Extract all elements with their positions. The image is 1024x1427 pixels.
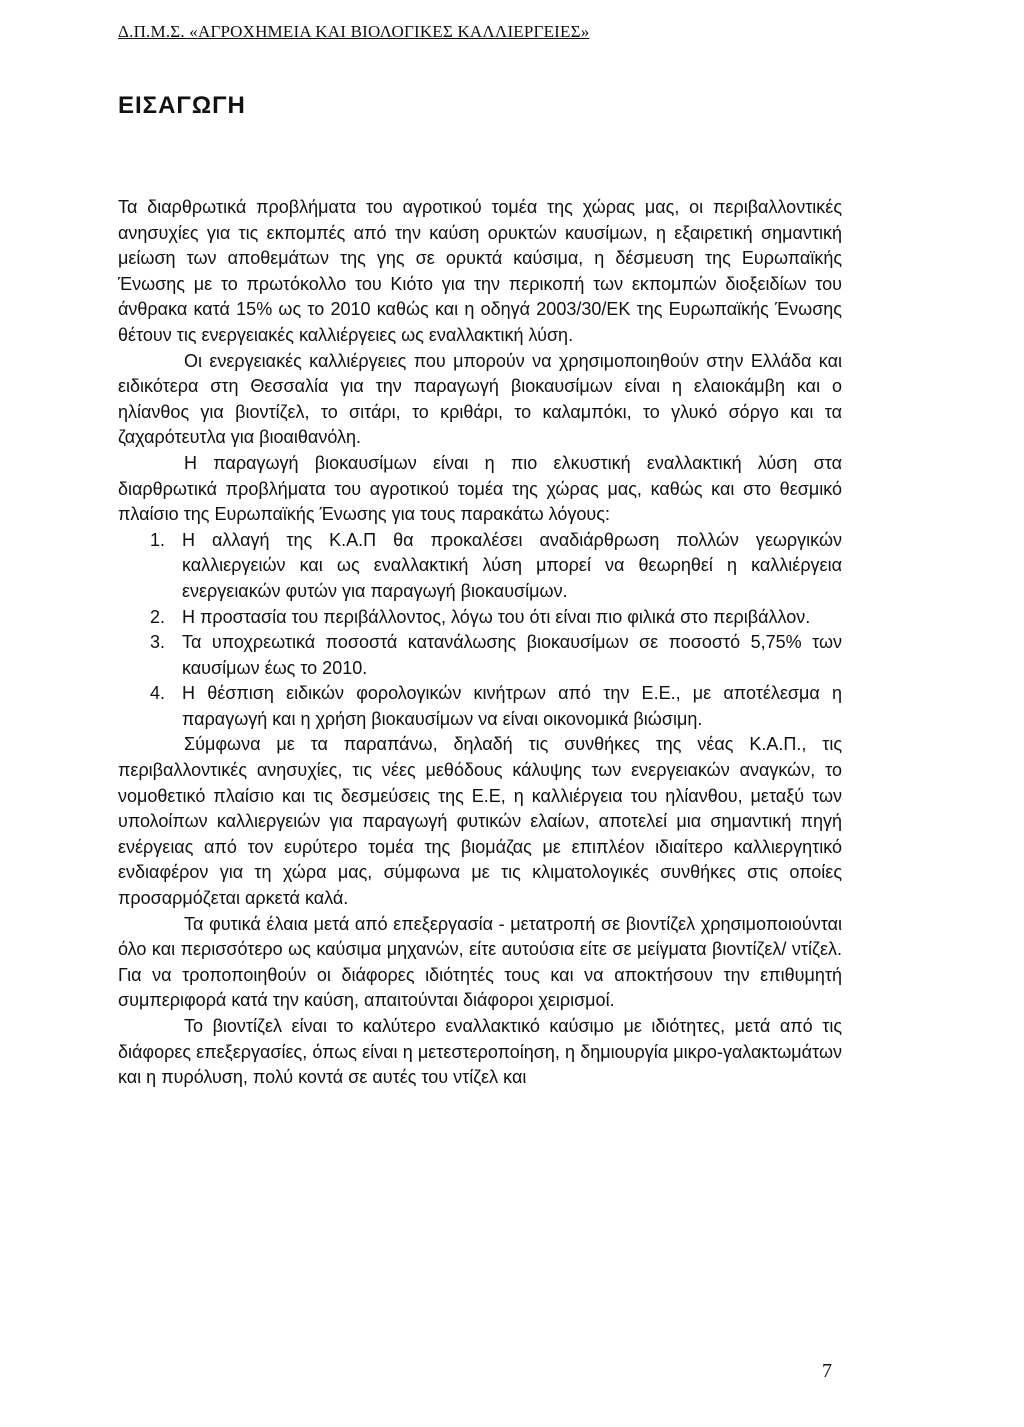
list-item-number: 3. <box>150 632 166 653</box>
list-item-number: 4. <box>150 683 166 704</box>
document-header: Δ.Π.Μ.Σ. «ΑΓΡΟΧΗΜΕΙΑ ΚΑΙ ΒΙΟΛΟΓΙΚΕΣ ΚΑΛΛΙΕΡΓΕΙΕΣ» <box>118 22 590 41</box>
list-item-number: 1. <box>150 529 166 550</box>
paragraph-5: Τα φυτικά έλαια μετά από επεξεργασία - μετατροπή σε βιοντίζελ χρησιμοποιούνται όλο και περισσότερο ως καύσιμα μηχανών, είτε αυτούσια είτε σε μείγματα βιοντίζελ/ ντίζελ. Για να τροποποιηθούν οι διάφορες ιδιότητές τους και να αποκτήσουν την επιθυμητή συμπεριφορά κατά την καύση, απαιτούνται διάφοροι χειρισμοί. <box>118 913 842 1011</box>
list-item-text: Η προστασία του περιβάλλοντος, λόγω του ότι είναι πιο φιλικά στο περιβάλλον. <box>182 606 811 627</box>
list-item-text: Τα υποχρεωτικά ποσοστά κατανάλωσης βιοκαυσίμων σε ποσοστό 5,75% των καυσίμων έως το 2010. <box>182 632 842 678</box>
paragraph-3: Η παραγωγή βιοκαυσίμων είναι η πιο ελκυστική εναλλακτική λύση στα διαρθρωτικά προβλήματα του αγροτικού τομέα της χώρας μας, καθώς και στο θεσμικό πλαίσιο της Ευρωπαϊκής Ένωσης για τους παρακάτω λόγους: <box>118 452 842 525</box>
list-item <box>118 630 842 681</box>
list-item-text: Η θέσπιση ειδικών φορολογικών κινήτρων από την Ε.Ε., με αποτέλεσμα η παραγωγή και η χρήση βιοκαυσίμων να είναι οικονομικά βιώσιμη. <box>182 683 842 729</box>
paragraph-2: Οι ενεργειακές καλλιέργειες που μπορούν να χρησιμοποιηθούν στην Ελλάδα και ειδικότερα στη Θεσσαλία για την παραγωγή βιοκαυσίμων είναι η ελαιοκάμβη και ο ηλίανθος για βιοντίζελ, το σιτάρι, το κριθάρι, το καλαμπόκι, το γλυκό σόργο και τα ζαχαρότευτλα για βιοαιθανόλη. <box>118 350 842 448</box>
list-item <box>118 605 842 631</box>
page-number: 7 <box>822 1360 832 1382</box>
list-item <box>118 681 842 732</box>
list-item-number: 2. <box>150 606 166 627</box>
section-title: ΕΙΣΑΓΩΓΗ <box>118 92 246 119</box>
paragraph-1: Τα διαρθρωτικά προβλήματα του αγροτικού τομέα της χώρας μας, οι περιβαλλοντικές ανησυχίες για τις εκπομπές από την καύση ορυκτών καυσίμων, η εξαιρετική σημαντική μείωση των αποθεμάτων της γης σε ορυκτά καύσιμα, η δέσμευση της Ευρωπαϊκής Ένωσης με το πρωτόκολλο του Κιότο για την περικοπή των εκπομπών διοξειδίων του άνθρακα κατά 15% ως το 2010 καθώς και η οδηγά 2003/30/ΕΚ της Ευρωπαϊκής Ένωσης θέτουν τις ενεργειακές καλλιέργειες ως εναλλακτική λύση. <box>118 197 842 345</box>
list-item <box>118 528 842 605</box>
reasons-list <box>118 528 842 733</box>
body-text <box>118 195 842 1091</box>
paragraph-6: Το βιοντίζελ είναι το καλύτερο εναλλακτικό καύσιμο με ιδιότητες, μετά από τις διάφορες επεξεργασίες, όπως είναι η μετεστεροποίηση, η δημιουργία μικρο-γαλακτωμάτων και η πυρόλυση, πολύ κοντά σε αυτές του ντίζελ και <box>118 1016 842 1088</box>
list-item-text: Η αλλαγή της Κ.Α.Π θα προκαλέσει αναδιάρθρωση πολλών γεωργικών καλλιεργειών και ως εναλλακτική λύση μπορεί να θεωρηθεί η καλλιέργεια ενεργειακών φυτών για παραγωγή βιοκαυσίμων. <box>182 529 842 601</box>
paragraph-4: Σύμφωνα με τα παραπάνω, δηλαδή τις συνθήκες της νέας Κ.Α.Π., τις περιβαλλοντικές ανησυχίες, τις νέες μεθόδους κάλυψης των ενεργειακών αναγκών, το νομοθετικό πλαίσιο και τις δεσμεύσεις της Ε.Ε, η καλλιέργεια του ηλίανθου, μεταξύ των υπολοίπων καλλιεργειών για παραγωγή φυτικών ελαίων, αποτελεί μια σημαντική πηγή ενέργειας από τον ευρύτερο τομέα της βιομάζας με επιπλέον ιδιαίτερο καλλιεργητικό ενδιαφέρον για τη χώρα μας, σύμφωνα με τις κλιματολογικές συνθήκες στις οποίες προσαρμόζεται αρκετά καλά. <box>118 734 842 909</box>
